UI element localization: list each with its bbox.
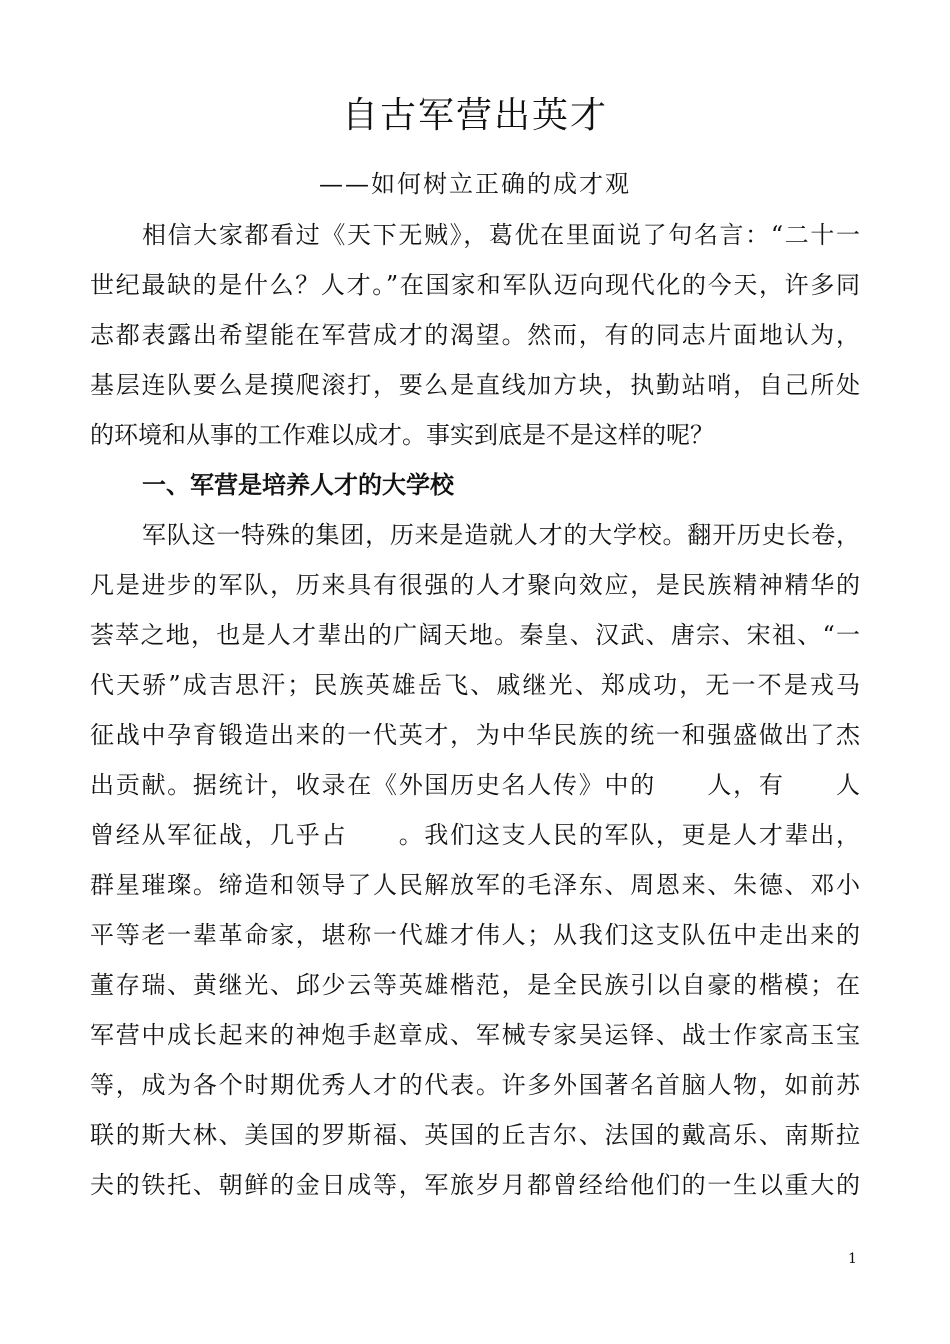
paragraph-line: 出贡献。据统计，收录在《外国历史名人传》中的 人，有 人 (90, 771, 860, 799)
paragraph-line: 夫的铁托、朝鲜的金日成等，军旅岁月都曾经给他们的一生以重大的 (90, 1171, 860, 1199)
paragraph-line: 相信大家都看过《天下无贼》，葛优在里面说了句名言：“二十一 (142, 221, 860, 249)
paragraph-line: 基层连队要么是摸爬滚打，要么是直线加方块，执勤站哨，自己所处 (90, 371, 860, 399)
paragraph-line: 的环境和从事的工作难以成才。事实到底是不是这样的呢？ (90, 421, 714, 449)
section-heading: 一、军营是培养人才的大学校 (142, 471, 454, 499)
paragraph-line: 凡是进步的军队，历来具有很强的人才聚向效应，是民族精神精华的 (90, 571, 860, 599)
paragraph-line: 董存瑞、黄继光、邱少云等英雄楷范，是全民族引以自豪的楷模；在 (90, 971, 860, 999)
paragraph-line: 军队这一特殊的集团，历来是造就人才的大学校。翻开历史长卷， (142, 521, 860, 549)
document-title: 自古军营出英才 (341, 95, 608, 136)
paragraph-section1 (90, 510, 860, 1210)
document-body (90, 210, 860, 1210)
paragraph-line: 曾经从军征战，几乎占 。我们这支人民的军队，更是人才辈出， (90, 821, 860, 849)
paragraph-intro (90, 210, 860, 460)
paragraph-line: 军营中成长起来的神炮手赵章成、军械专家吴运铎、战士作家高玉宝 (90, 1021, 860, 1049)
paragraph-line: 等，成为各个时期优秀人才的代表。许多外国著名首脑人物，如前苏 (90, 1071, 860, 1099)
paragraph-line: 志都表露出希望能在军营成才的渴望。然而，有的同志片面地认为， (90, 321, 860, 349)
paragraph-line: 联的斯大林、美国的罗斯福、英国的丘吉尔、法国的戴高乐、南斯拉 (90, 1121, 860, 1149)
paragraph-line: 荟萃之地，也是人才辈出的广阔天地。秦皇、汉武、唐宗、宋祖、“一 (90, 621, 860, 649)
paragraph-line: 征战中孕育锻造出来的一代英才，为中华民族的统一和强盛做出了杰 (90, 721, 860, 749)
paragraph-line: 世纪最缺的是什么？人才。”在国家和军队迈向现代化的今天，许多同 (90, 271, 860, 299)
paragraph-line: 平等老一辈革命家，堪称一代雄才伟人；从我们这支队伍中走出来的 (90, 921, 860, 949)
paragraph-line: 代天骄”成吉思汗；民族英雄岳飞、戚继光、郑成功，无一不是戎马 (90, 671, 860, 699)
document-subtitle: ——如何树立正确的成才观 (319, 170, 631, 198)
page-number: 1 (848, 1251, 857, 1267)
paragraph-line: 群星璀璨。缔造和领导了人民解放军的毛泽东、周恩来、朱德、邓小 (90, 871, 860, 899)
